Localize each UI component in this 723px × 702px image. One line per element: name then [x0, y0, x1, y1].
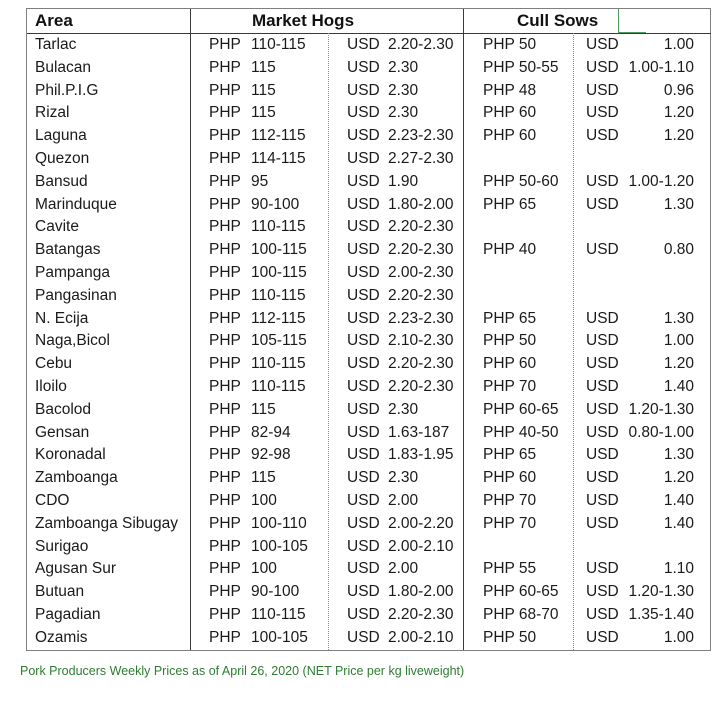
table-row [27, 285, 710, 308]
cull-sows-usd-label: USD [586, 241, 619, 259]
area-cell: Marinduque [35, 195, 117, 213]
cull-sows-php-value: PHP 40 [483, 241, 537, 259]
area-cell: Bulacan [35, 58, 92, 76]
market-hogs-usd-value: 2.20-2.30 [388, 605, 454, 623]
market-hogs-php-label: PHP [209, 605, 241, 623]
cull-sows-php-value: PHP 70 [483, 377, 537, 395]
area-cell: Zamboanga Sibugay [35, 514, 179, 532]
market-hogs-usd-value: 2.20-2.30 [388, 218, 454, 236]
cull-sows-php-value: PHP 60-65 [483, 400, 559, 418]
market-hogs-usd-label: USD [347, 263, 380, 281]
cull-sows-usd-value: 1.35-1.40 [628, 605, 694, 623]
market-hogs-php-value: 100-105 [251, 628, 308, 646]
market-hogs-php-value: 100 [251, 491, 277, 509]
area-cell: Surigao [35, 537, 89, 555]
cull-sows-usd-value: 0.80-1.00 [628, 423, 694, 441]
cull-sows-usd-label: USD [586, 605, 619, 623]
market-hogs-usd-label: USD [347, 241, 380, 259]
table-row [27, 536, 710, 559]
market-hogs-usd-label: USD [347, 446, 380, 464]
cull-sows-usd-value: 1.20 [663, 355, 694, 373]
area-cell: Ozamis [35, 628, 88, 646]
cull-sows-usd-value: 1.40 [663, 377, 694, 395]
market-hogs-usd-value: 2.00 [388, 560, 419, 578]
market-hogs-usd-label: USD [347, 104, 380, 122]
header-area: Area [35, 11, 73, 30]
market-hogs-php-label: PHP [209, 286, 241, 304]
header-cull-sows: Cull Sows [517, 11, 599, 30]
area-cell: Cavite [35, 218, 79, 236]
table-row [27, 376, 710, 399]
cull-sows-php-value: PHP 55 [483, 560, 537, 578]
cull-sows-php-value: PHP 48 [483, 81, 537, 99]
table-row [27, 399, 710, 422]
market-hogs-usd-value: 2.30 [388, 469, 419, 487]
market-hogs-php-label: PHP [209, 218, 241, 236]
market-hogs-usd-value: 1.83-1.95 [388, 446, 454, 464]
cull-sows-usd-label: USD [586, 309, 619, 327]
table-row [27, 353, 710, 376]
market-hogs-php-value: 110-115 [251, 355, 306, 373]
cull-sows-usd-value: 1.20 [663, 127, 694, 145]
cull-sows-php-value: PHP 60 [483, 355, 537, 373]
table-row [27, 444, 710, 467]
cull-sows-php-value: PHP 60 [483, 127, 537, 145]
market-hogs-php-value: 115 [251, 81, 276, 99]
table-row [27, 148, 710, 171]
market-hogs-php-value: 90-100 [251, 195, 300, 213]
cull-sows-php-value: PHP 60 [483, 104, 537, 122]
market-hogs-php-value: 115 [251, 469, 276, 487]
market-hogs-php-value: 110-115 [251, 218, 306, 236]
market-hogs-php-value: 82-94 [251, 423, 291, 441]
market-hogs-php-value: 95 [251, 172, 269, 190]
area-cell: Pagadian [35, 605, 101, 623]
cull-sows-usd-label: USD [586, 377, 619, 395]
cull-sows-php-value: PHP 70 [483, 514, 537, 532]
cull-sows-usd-label: USD [586, 195, 619, 213]
market-hogs-usd-label: USD [347, 127, 380, 145]
market-hogs-php-label: PHP [209, 469, 241, 487]
market-hogs-usd-label: USD [347, 309, 380, 327]
market-hogs-usd-value: 2.00-2.30 [388, 263, 454, 281]
table-row [27, 627, 710, 650]
market-hogs-usd-value: 2.20-2.30 [388, 36, 454, 53]
cull-sows-usd-value: 1.10 [663, 560, 694, 578]
table-row [27, 330, 710, 353]
market-hogs-php-label: PHP [209, 423, 241, 441]
cull-sows-usd-value: 1.20 [663, 469, 694, 487]
area-cell: Phil.P.I.G [35, 81, 99, 99]
header-market-hogs: Market Hogs [252, 11, 355, 30]
market-hogs-php-value: 110-115 [251, 286, 306, 304]
area-cell: CDO [35, 491, 70, 509]
market-hogs-php-label: PHP [209, 400, 241, 418]
market-hogs-php-value: 92-98 [251, 446, 291, 464]
market-hogs-usd-value: 1.63-187 [388, 423, 450, 441]
market-hogs-php-label: PHP [209, 172, 241, 190]
market-hogs-php-label: PHP [209, 263, 241, 281]
table-row [27, 581, 710, 604]
market-hogs-php-value: 100-105 [251, 537, 308, 555]
cull-sows-usd-value: 1.00-1.20 [628, 172, 694, 190]
cull-sows-php-value: PHP 65 [483, 446, 537, 464]
table-row [27, 604, 710, 627]
table-body [27, 34, 710, 650]
market-hogs-php-value: 110-115 [251, 605, 306, 623]
market-hogs-php-value: 100 [251, 560, 277, 578]
table-row [27, 308, 710, 331]
market-hogs-php-value: 114-115 [251, 149, 306, 167]
market-hogs-usd-value: 2.30 [388, 81, 419, 99]
market-hogs-php-label: PHP [209, 537, 241, 555]
market-hogs-php-value: 115 [251, 58, 276, 76]
market-hogs-usd-label: USD [347, 355, 380, 373]
cull-sows-usd-label: USD [586, 81, 619, 99]
cull-sows-php-value: PHP 50 [483, 628, 537, 646]
cull-sows-php-value: PHP 68-70 [483, 605, 559, 623]
market-hogs-php-value: 115 [251, 104, 276, 122]
cull-sows-usd-label: USD [586, 127, 619, 145]
table-row [27, 34, 710, 57]
market-hogs-usd-label: USD [347, 58, 380, 76]
market-hogs-php-value: 100-115 [251, 263, 307, 281]
market-hogs-usd-label: USD [347, 469, 380, 487]
area-cell: Naga,Bicol [35, 332, 110, 350]
market-hogs-usd-value: 2.20-2.30 [388, 241, 454, 259]
cull-sows-usd-value: 1.00 [663, 36, 694, 53]
area-cell: Batangas [35, 241, 101, 259]
table-row [27, 171, 710, 194]
cull-sows-usd-label: USD [586, 514, 619, 532]
market-hogs-php-value: 90-100 [251, 583, 300, 601]
cull-sows-usd-label: USD [586, 469, 619, 487]
cull-sows-usd-value: 1.20 [663, 104, 694, 122]
cull-sows-usd-value: 1.20-1.30 [628, 400, 694, 418]
table-row [27, 490, 710, 513]
market-hogs-php-value: 100-110 [251, 514, 307, 532]
cull-sows-php-value: PHP 60 [483, 469, 537, 487]
market-hogs-php-label: PHP [209, 149, 241, 167]
table-row [27, 80, 710, 103]
market-hogs-usd-label: USD [347, 491, 380, 509]
market-hogs-php-label: PHP [209, 104, 241, 122]
market-hogs-usd-value: 1.80-2.00 [388, 195, 454, 213]
table-row [27, 125, 710, 148]
area-cell: Gensan [35, 423, 90, 441]
cull-sows-usd-value: 1.40 [663, 491, 694, 509]
cull-sows-usd-value: 1.00 [663, 332, 694, 350]
area-cell: Quezon [35, 149, 90, 167]
market-hogs-usd-label: USD [347, 36, 380, 53]
market-hogs-usd-value: 2.20-2.30 [388, 355, 454, 373]
cull-sows-usd-label: USD [586, 36, 619, 53]
table-row [27, 239, 710, 262]
market-hogs-php-label: PHP [209, 309, 241, 327]
market-hogs-php-label: PHP [209, 377, 241, 395]
market-hogs-usd-label: USD [347, 583, 380, 601]
market-hogs-php-label: PHP [209, 514, 241, 532]
table-row [27, 262, 710, 285]
market-hogs-php-value: 100-115 [251, 241, 307, 259]
market-hogs-usd-value: 2.27-2.30 [388, 149, 454, 167]
market-hogs-usd-value: 2.30 [388, 58, 419, 76]
cull-sows-usd-label: USD [586, 491, 619, 509]
cull-sows-usd-value: 1.30 [663, 195, 694, 213]
market-hogs-usd-value: 2.00 [388, 491, 419, 509]
market-hogs-usd-label: USD [347, 628, 380, 646]
cull-sows-php-value: PHP 70 [483, 491, 537, 509]
table-row [27, 558, 710, 581]
area-cell: Zamboanga [35, 469, 118, 487]
cull-sows-usd-label: USD [586, 423, 619, 441]
market-hogs-php-value: 110-115 [251, 36, 306, 53]
area-cell: Rizal [35, 104, 70, 122]
area-cell: Koronadal [35, 446, 106, 464]
table-row [27, 467, 710, 490]
cull-sows-usd-label: USD [586, 628, 619, 646]
table-row [27, 513, 710, 536]
market-hogs-usd-label: USD [347, 423, 380, 441]
market-hogs-php-value: 110-115 [251, 377, 306, 395]
area-cell: Butuan [35, 583, 85, 601]
market-hogs-php-label: PHP [209, 628, 241, 646]
market-hogs-usd-label: USD [347, 81, 380, 99]
cull-sows-php-value: PHP 60-65 [483, 583, 559, 601]
market-hogs-php-label: PHP [209, 81, 241, 99]
table-caption: Pork Producers Weekly Prices as of April 26, 2020 (NET Price per kg liveweight) [20, 664, 465, 678]
area-cell: Iloilo [35, 377, 67, 395]
cull-sows-php-value: PHP 65 [483, 309, 537, 327]
cull-sows-usd-value: 1.00-1.10 [628, 58, 694, 76]
market-hogs-usd-value: 2.20-2.30 [388, 286, 454, 304]
market-hogs-usd-value: 2.00-2.20 [388, 514, 454, 532]
market-hogs-usd-label: USD [347, 400, 380, 418]
area-cell: Pampanga [35, 263, 110, 281]
market-hogs-usd-label: USD [347, 332, 380, 350]
cull-sows-php-value: PHP 50-55 [483, 58, 559, 76]
market-hogs-usd-value: 2.00-2.10 [388, 628, 454, 646]
market-hogs-usd-label: USD [347, 195, 380, 213]
market-hogs-usd-value: 1.90 [388, 172, 419, 190]
market-hogs-php-label: PHP [209, 195, 241, 213]
cull-sows-usd-label: USD [586, 400, 619, 418]
market-hogs-usd-value: 2.30 [388, 104, 419, 122]
market-hogs-usd-label: USD [347, 172, 380, 190]
market-hogs-usd-label: USD [347, 286, 380, 304]
price-table [26, 8, 711, 651]
cull-sows-php-value: PHP 65 [483, 195, 537, 213]
cull-sows-php-value: PHP 50 [483, 332, 537, 350]
market-hogs-usd-label: USD [347, 218, 380, 236]
area-cell: Cebu [35, 355, 73, 373]
market-hogs-php-label: PHP [209, 127, 241, 145]
area-cell: N. Ecija [35, 309, 89, 327]
market-hogs-usd-value: 2.20-2.30 [388, 377, 454, 395]
cull-sows-usd-label: USD [586, 104, 619, 122]
cull-sows-usd-label: USD [586, 172, 619, 190]
area-cell: Tarlac [35, 36, 77, 53]
market-hogs-php-value: 112-115 [251, 127, 306, 145]
cull-sows-usd-value: 1.40 [663, 514, 694, 532]
market-hogs-usd-value: 2.10-2.30 [388, 332, 454, 350]
area-cell: Pangasinan [35, 286, 117, 304]
selected-cell-outline [618, 9, 646, 33]
market-hogs-php-value: 115 [251, 400, 276, 418]
cull-sows-usd-value: 1.20-1.30 [628, 583, 694, 601]
market-hogs-usd-value: 2.23-2.30 [388, 309, 454, 327]
market-hogs-php-label: PHP [209, 560, 241, 578]
cull-sows-usd-label: USD [586, 446, 619, 464]
cull-sows-usd-label: USD [586, 58, 619, 76]
area-cell: Agusan Sur [35, 560, 116, 578]
market-hogs-php-label: PHP [209, 491, 241, 509]
cull-sows-usd-label: USD [586, 583, 619, 601]
market-hogs-usd-label: USD [347, 560, 380, 578]
market-hogs-php-label: PHP [209, 446, 241, 464]
market-hogs-usd-value: 2.00-2.10 [388, 537, 454, 555]
market-hogs-usd-value: 2.23-2.30 [388, 127, 454, 145]
market-hogs-php-label: PHP [209, 36, 241, 53]
cull-sows-usd-value: 1.30 [663, 446, 694, 464]
area-cell: Bansud [35, 172, 88, 190]
market-hogs-usd-label: USD [347, 514, 380, 532]
market-hogs-usd-label: USD [347, 149, 380, 167]
table-row [27, 422, 710, 445]
market-hogs-php-label: PHP [209, 583, 241, 601]
cull-sows-usd-value: 0.80 [663, 241, 694, 259]
table-row [27, 102, 710, 125]
market-hogs-php-label: PHP [209, 58, 241, 76]
table-row [27, 57, 710, 80]
area-cell: Bacolod [35, 400, 92, 418]
cull-sows-usd-label: USD [586, 560, 619, 578]
market-hogs-usd-value: 2.30 [388, 400, 419, 418]
cull-sows-usd-value: 1.00 [663, 628, 694, 646]
cull-sows-usd-value: 0.96 [663, 81, 694, 99]
market-hogs-php-label: PHP [209, 355, 241, 373]
cull-sows-usd-label: USD [586, 355, 619, 373]
table-row [27, 216, 710, 239]
cull-sows-usd-label: USD [586, 332, 619, 350]
cull-sows-php-value: PHP 40-50 [483, 423, 559, 441]
area-cell: Laguna [35, 127, 87, 145]
market-hogs-usd-label: USD [347, 605, 380, 623]
market-hogs-php-label: PHP [209, 241, 241, 259]
table-row [27, 194, 710, 217]
cull-sows-php-value: PHP 50-60 [483, 172, 559, 190]
market-hogs-php-label: PHP [209, 332, 241, 350]
market-hogs-usd-value: 1.80-2.00 [388, 583, 454, 601]
market-hogs-usd-label: USD [347, 537, 380, 555]
market-hogs-php-value: 112-115 [251, 309, 306, 327]
market-hogs-usd-label: USD [347, 377, 380, 395]
cull-sows-php-value: PHP 50 [483, 36, 537, 53]
cull-sows-usd-value: 1.30 [663, 309, 694, 327]
market-hogs-php-value: 105-115 [251, 332, 307, 350]
